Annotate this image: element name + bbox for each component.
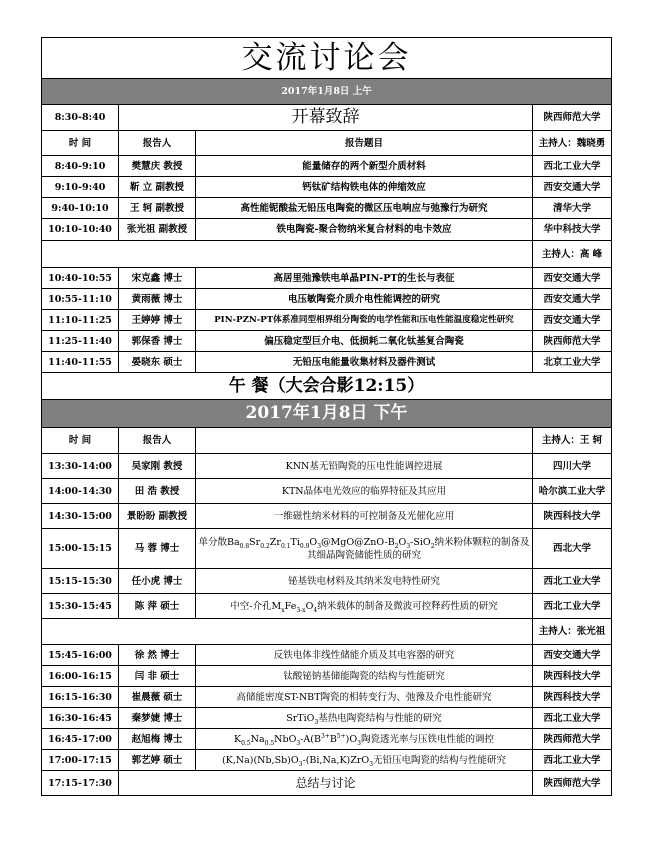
row-org: 陕西科技大学	[533, 687, 612, 708]
header-host: 主持人：魏晓勇	[533, 131, 612, 156]
row-org: 西北工业大学	[533, 156, 612, 177]
row-speaker: 任小虎 博士	[119, 569, 196, 594]
page-title: 交流讨论会	[42, 38, 612, 79]
header-time: 时 间	[42, 131, 119, 156]
row-speaker: 吴家刚 教授	[119, 454, 196, 479]
table-row	[42, 177, 612, 198]
schedule-table	[41, 37, 612, 796]
row-time: 16:15-16:30	[42, 687, 119, 708]
row-org: 西北工业大学	[533, 750, 612, 771]
row-time: 8:40-9:10	[42, 156, 119, 177]
header-topic	[196, 428, 533, 454]
row-topic: PIN-PZN-PT体系准同型相界组分陶瓷的电学性能和压电性能温度稳定性研究	[196, 310, 533, 331]
table-row	[42, 666, 612, 687]
row-time: 14:00-14:30	[42, 479, 119, 504]
row-topic: 能量储存的两个新型介质材料	[196, 156, 533, 177]
row-org: 西北工业大学	[533, 569, 612, 594]
table-row	[42, 504, 612, 529]
row-speaker: 郭艺婷 硕士	[119, 750, 196, 771]
row-topic: SrTiO$_3$基热电陶瓷结构与性能的研究	[196, 708, 533, 729]
row-speaker: 田 浩 教授	[119, 479, 196, 504]
table-row	[42, 310, 612, 331]
afternoon-banner: 2017年1月8日 下午	[42, 400, 612, 428]
row-speaker: 景盼盼 副教授	[119, 504, 196, 529]
header-speaker: 报告人	[119, 428, 196, 454]
row-topic: $K_{0.5}Na_{0.5}NbO_3-A(B^{3+}B^{5+})O_3$陶瓷透光率与压铁电性能的调控	[196, 729, 533, 750]
row-speaker: 秦梦婕 博士	[119, 708, 196, 729]
row-speaker: 王 轲 副教授	[119, 198, 196, 219]
morning-banner: 2017年1月8日 上午	[42, 79, 612, 105]
row-org: 四川大学	[533, 454, 612, 479]
row-org: 陕西科技大学	[533, 504, 612, 529]
header-time: 时 间	[42, 428, 119, 454]
table-row	[42, 479, 612, 504]
row-time: 10:40-10:55	[42, 268, 119, 289]
row-topic: $(K,Na)(Nb,Sb)O_3-(Bi,Na,K)ZrO_3$无铅压电陶瓷的结构与性能研究	[196, 750, 533, 771]
row-time: 9:40-10:10	[42, 198, 119, 219]
opening-org: 陕西师范大学	[533, 105, 612, 131]
row-org: 陕西科技大学	[533, 666, 612, 687]
row-topic: 铋基铁电材料及其纳米发电特性研究	[196, 569, 533, 594]
table-row	[42, 268, 612, 289]
row-time: 15:30-15:45	[42, 594, 119, 619]
host-spacer	[42, 619, 533, 645]
closing-time: 17:15-17:30	[42, 771, 119, 796]
row-speaker: 崔晨薇 硕士	[119, 687, 196, 708]
row-org: 西安交通大学	[533, 289, 612, 310]
row-time: 16:45-17:00	[42, 729, 119, 750]
table-row	[42, 729, 612, 750]
row-speaker: 徐 然 博士	[119, 645, 196, 666]
row-time: 16:00-16:15	[42, 666, 119, 687]
row-org: 西北工业大学	[533, 594, 612, 619]
row-time: 15:00-15:15	[42, 529, 119, 569]
row-org: 西北大学	[533, 529, 612, 569]
table-row	[42, 219, 612, 241]
header-speaker: 报告人	[119, 131, 196, 156]
table-row	[42, 289, 612, 310]
row-topic: KTN晶体电光效应的临界特征及其应用	[196, 479, 533, 504]
row-topic: KNN基无铅陶瓷的压电性能调控进展	[196, 454, 533, 479]
row-speaker: 陈 萍 硕士	[119, 594, 196, 619]
row-topic: 单分散$Ba_{0.8}Sr_{0.2}Zr_{0.1}Ti_{0.9}O_3@MgO@ZnO-B_2O_3-SiO_2$纳米粉体颗粒的制备及其细晶陶瓷储能性质的研究	[196, 529, 533, 569]
row-topic: 高性能铌酸盐无铅压电陶瓷的微区压电响应与弛豫行为研究	[196, 198, 533, 219]
row-time: 15:15-15:30	[42, 569, 119, 594]
table-row	[42, 708, 612, 729]
row-org: 西安交通大学	[533, 268, 612, 289]
row-topic: 高储能密度ST-NBT陶瓷的相转变行为、弛豫及介电性能研究	[196, 687, 533, 708]
opening-label: 开幕致辞	[119, 105, 533, 131]
row-speaker: 黄雨薇 博士	[119, 289, 196, 310]
row-org: 哈尔滨工业大学	[533, 479, 612, 504]
row-org: 华中科技大学	[533, 219, 612, 241]
row-org: 北京工业大学	[533, 352, 612, 373]
row-org: 陕西师范大学	[533, 729, 612, 750]
table-row	[42, 687, 612, 708]
row-time: 11:40-11:55	[42, 352, 119, 373]
row-speaker: 晏晓东 硕士	[119, 352, 196, 373]
lunch-label: 午 餐（大会合影12:15）	[42, 373, 612, 400]
table-row	[42, 750, 612, 771]
row-time: 13:30-14:00	[42, 454, 119, 479]
row-time: 16:30-16:45	[42, 708, 119, 729]
header-host: 主持人：王 轲	[533, 428, 612, 454]
row-org: 陕西师范大学	[533, 331, 612, 352]
row-time: 10:10-10:40	[42, 219, 119, 241]
row-topic: 反铁电体非线性储能介质及其电容器的研究	[196, 645, 533, 666]
row-topic: 铁电陶瓷-聚合物纳米复合材料的电卡效应	[196, 219, 533, 241]
host4-label: 主持人：张光祖	[533, 619, 612, 645]
row-topic: 电压敏陶瓷介质介电性能调控的研究	[196, 289, 533, 310]
row-speaker: 郭保香 博士	[119, 331, 196, 352]
row-speaker: 马 蓉 博士	[119, 529, 196, 569]
row-time: 17:00-17:15	[42, 750, 119, 771]
row-topic: 偏压稳定型巨介电、低损耗二氧化钛基复合陶瓷	[196, 331, 533, 352]
table-row	[42, 529, 612, 569]
row-time: 14:30-15:00	[42, 504, 119, 529]
row-topic: 一维磁性纳米材料的可控制备及光催化应用	[196, 504, 533, 529]
row-org: 西安交通大学	[533, 177, 612, 198]
row-speaker: 张光祖 副教授	[119, 219, 196, 241]
row-org: 西北工业大学	[533, 708, 612, 729]
row-org: 西安交通大学	[533, 645, 612, 666]
row-topic: 钛酸铋钠基储能陶瓷的结构与性能研究	[196, 666, 533, 687]
table-row	[42, 331, 612, 352]
row-time: 9:10-9:40	[42, 177, 119, 198]
row-speaker: 樊慧庆 教授	[119, 156, 196, 177]
table-row	[42, 569, 612, 594]
row-topic: 中空-介孔$M_xFe_{3-x}O_4$纳米载体的制备及微波可控释药性质的研究	[196, 594, 533, 619]
opening-time: 8:30-8:40	[42, 105, 119, 131]
row-speaker: 宋克鑫 博士	[119, 268, 196, 289]
row-org: 西安交通大学	[533, 310, 612, 331]
row-topic: 高居里弛豫铁电单晶PIN-PT的生长与表征	[196, 268, 533, 289]
table-row	[42, 594, 612, 619]
host2-label: 主持人：高 峰	[533, 241, 612, 268]
row-time: 10:55-11:10	[42, 289, 119, 310]
row-speaker: 王婷婷 博士	[119, 310, 196, 331]
host-spacer	[42, 241, 533, 268]
row-speaker: 靳 立 副教授	[119, 177, 196, 198]
row-topic: 钙钛矿结构铁电体的伸缩效应	[196, 177, 533, 198]
closing-label: 总结与讨论	[119, 771, 533, 796]
table-row	[42, 156, 612, 177]
row-time: 11:10-11:25	[42, 310, 119, 331]
table-row	[42, 645, 612, 666]
row-speaker: 赵旭梅 博士	[119, 729, 196, 750]
closing-org: 陕西师范大学	[533, 771, 612, 796]
row-time: 11:25-11:40	[42, 331, 119, 352]
row-speaker: 闫 非 硕士	[119, 666, 196, 687]
table-row	[42, 352, 612, 373]
table-row	[42, 198, 612, 219]
row-time: 15:45-16:00	[42, 645, 119, 666]
row-topic: 无铅压电能量收集材料及器件测试	[196, 352, 533, 373]
header-topic: 报告题目	[196, 131, 533, 156]
table-row	[42, 454, 612, 479]
row-org: 清华大学	[533, 198, 612, 219]
